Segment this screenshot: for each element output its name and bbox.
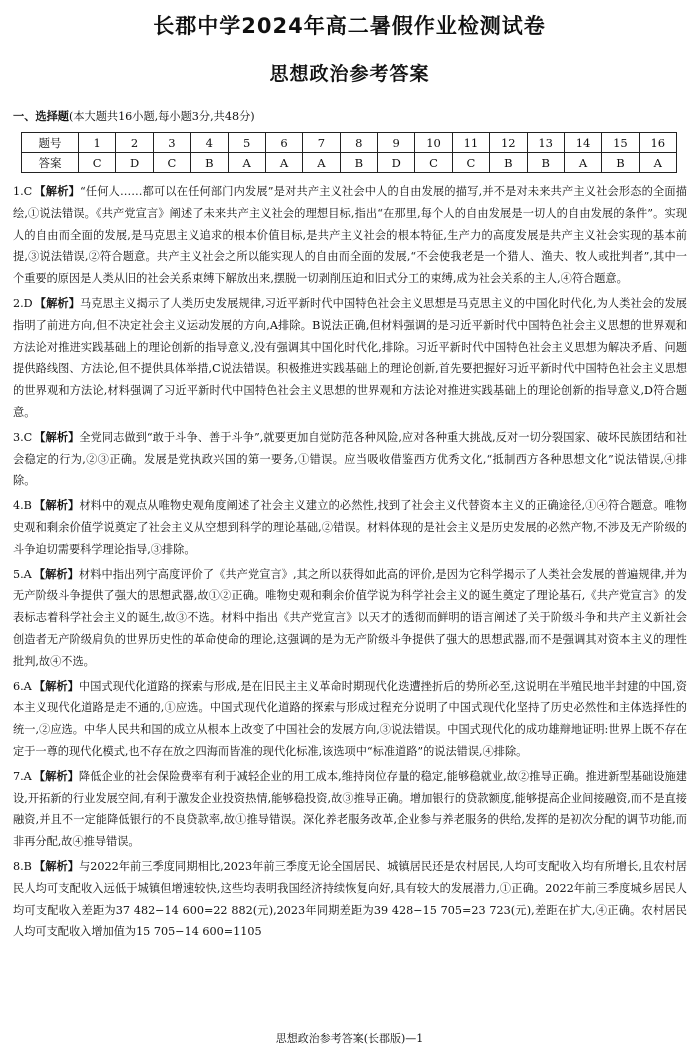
answer-cell: B (191, 153, 228, 173)
analysis-tag: 【解析】 (33, 499, 80, 513)
row-label-question-number: 题号 (22, 133, 79, 153)
item-text: 马克思主义揭示了人类历史发展规律,习近平新时代中国特色社会主义思想是马克思主义的中国化时代化,为人类社会的发展指明了前进方向,但不决定社会主义运动发展的方向,A排除。B说法正确,但材料强调的是习近平新时代中国特色社会主义思想的世界观和方法论对推进实践基础上的理论创新的指导意义,没有强调其中国化时代化,排除。习近平新时代中国特色社会主义思想为解决矛盾、问题提供路线图、方法论,但不提供具体举措,C说法错误。积极推进实践基础上的理论创新,首先要把握好习近平新时代中国特色社会主义思想的世界观和方法论,材料强调了习近平新时代中国特色社会主义思想的世界观和方法论对推进实践基础上的理论创新的指导意义,D符合题意。 (13, 296, 687, 419)
question-number-cell: 8 (340, 133, 377, 153)
question-number-cell: 11 (452, 133, 489, 153)
answer-cell: A (303, 153, 340, 173)
question-number-cell: 6 (265, 133, 302, 153)
answer-cell: A (265, 153, 302, 173)
explanation-item (13, 564, 687, 673)
question-number-cell: 14 (564, 133, 601, 153)
answer-cell: C (153, 153, 190, 173)
analysis-tag: 【解析】 (33, 769, 79, 783)
explanation-item (13, 427, 687, 492)
question-number-cell: 5 (228, 133, 265, 153)
explanation-list (13, 181, 687, 946)
question-number-cell: 13 (527, 133, 564, 153)
item-number: 3.C (13, 430, 33, 444)
analysis-tag: 【解析】 (34, 430, 80, 444)
row-label-answer: 答案 (22, 153, 79, 173)
answer-cell: B (490, 153, 527, 173)
explanation-item (13, 766, 687, 853)
question-number-cell: 4 (191, 133, 228, 153)
question-number-cell: 16 (639, 133, 676, 153)
analysis-tag: 【解析】 (34, 296, 81, 310)
question-number-cell: 1 (79, 133, 116, 153)
analysis-tag: 【解析】 (33, 859, 79, 873)
answer-cell: B (527, 153, 564, 173)
answer-table (21, 132, 677, 173)
item-number: 5.A (13, 567, 32, 581)
explanation-item (13, 495, 687, 560)
item-text: 与2022年前三季度同期相比,2023年前三季度无论全国居民、城镇居民还是农村居民,人均可支配收入均有所增长,且农村居民人均可支配收入远低于城镇但增速较快,这些均表明我国经济持续恢复向好,具有较大的发展潜力,①正确。2022年前三季度城乡居民人均可支配收入差距为37 482−14 600=22 882(元),2023年同期差距为39 428−15 705=23 723(元),差距在扩大,④正确。农村居民人均可支配收入增加值为15 705−14 600=1105 (13, 859, 687, 939)
question-number-cell: 7 (303, 133, 340, 153)
item-text: 材料中的观点从唯物史观角度阐述了社会主义建立的必然性,找到了社会主义代替资本主义的正确途径,①④符合题意。唯物史观和剩余价值学说奠定了社会主义从空想到科学的理论基础,②错误。材料体现的是社会主义是历史发展的必然产物,不涉及无产阶级的斗争迫切需要科学理论指导,③排除。 (13, 499, 687, 556)
question-number-cell: 15 (602, 133, 639, 153)
item-number: 6.A (13, 679, 32, 693)
analysis-tag: 【解析】 (33, 679, 79, 693)
question-number-cell: 9 (378, 133, 415, 153)
analysis-tag: 【解析】 (33, 567, 79, 581)
answer-cell: A (564, 153, 601, 173)
item-number: 1.C (13, 185, 33, 198)
section-note: (本大题共16小题,每小题3分,共48分) (68, 110, 255, 123)
item-number: 7.A (13, 769, 32, 783)
answer-cell: B (602, 153, 639, 173)
section-heading (13, 108, 255, 124)
answer-row (22, 153, 677, 173)
answer-cell: A (228, 153, 265, 173)
page-footer: 思想政治参考答案(长郡版)—1 (275, 1032, 424, 1045)
section-label: 一、选择题 (13, 110, 69, 123)
item-text: “任何人……都可以在任何部门内发展”是对共产主义社会中人的自由发展的描写,并不是对未来共产主义社会形态的全面描绘,①说法错误。《共产党宣言》阐述了未来共产主义社会的理想目标,指出“在那里,每个人的自由发展是一切人的自由发展的条件”。实现人的自由而全面的发展,是马克思主义追求的根本价值目标,是共产主义社会的根本特征,生产力的高度发展是共产主义社会实现的基本前提,③说法错误,②符合题意。共产主义社会之所以能实现人的自由而全面的发展,“不会使我老是一个猎人、渔夫、牧人或批判者”,其中一个重要的原因是人类从旧的社会关系束缚下解放出来,摆脱一切剥削压迫和旧式分工的束缚,成为社会关系的主人,④符合题意。 (13, 185, 687, 286)
explanation-item (13, 293, 687, 424)
explanation-item (13, 856, 687, 943)
item-number: 8.B (13, 859, 32, 873)
answer-cell: C (415, 153, 452, 173)
question-number-cell: 2 (116, 133, 153, 153)
answer-cell: C (79, 153, 116, 173)
explanation-item (13, 676, 687, 763)
item-number: 2.D (13, 296, 33, 310)
question-number-cell: 10 (415, 133, 452, 153)
analysis-tag: 【解析】 (34, 185, 80, 198)
answer-cell: A (639, 153, 676, 173)
question-number-cell: 3 (153, 133, 190, 153)
item-text: 降低企业的社会保险费率有利于减轻企业的用工成本,维持岗位存量的稳定,能够稳就业,故②推导正确。推进新型基础设施建设,开拓新的行业发展空间,有利于激发企业投资热情,能够稳投资,故③推导正确。增加银行的贷款额度,能够提高企业间接融资,而不是直接融资,并且不一定能降低银行的不良贷款率,故①推导错误。深化养老服务改革,企业参与养老服务的供给,发挥的是初次分配的调节功能,而非再分配,故④推导错误。 (13, 769, 687, 849)
document-subtitle: 思想政治参考答案 (269, 63, 430, 85)
item-number: 4.B (13, 499, 32, 513)
item-text: 中国式现代化道路的探索与形成,是在旧民主主义革命时期现代化迭遭挫折后的势所必至,这说明在半殖民地半封建的中国,资本主义现代化道路是走不通的,①应选。中国式现代化道路的探索与形成过程充分说明了中国式现代化坚持了历史必然性和主体选择性的统一,②应选。中华人民共和国的成立从根本上改变了中国社会的发展方向,③说法错误。中国式现代化的成功雄辩地证明:世界上既不存在定于一尊的现代化模式,也不存在放之四海而皆准的现代化标准,该选项中“标准道路”的说法错误,④排除。 (13, 679, 687, 758)
explanation-item (13, 181, 687, 290)
answer-cell: B (340, 153, 377, 173)
item-text: 全党同志做到“敢于斗争、善于斗争”,就要更加自觉防范各种风险,应对各种重大挑战,反对一切分裂国家、破坏民族团结和社会稳定的行为,②③正确。发展是党执政兴国的第一要务,①错误。应当吸收借鉴西方优秀文化,“抵制西方各种思想文化”说法错误,④排除。 (13, 430, 687, 488)
answer-cell: D (378, 153, 415, 173)
answer-cell: D (116, 153, 153, 173)
item-text: 材料中指出列宁高度评价了《共产党宣言》,其之所以获得如此高的评价,是因为它科学揭示了人类社会发展的普遍规律,并为无产阶级斗争提供了强大的思想武器,故①②正确。唯物史观和剩余价值学说为科学社会主义的诞生奠定了理论基石,《共产党宣言》的发表标志着科学社会主义的诞生,故③不选。材料中指出《共产党宣言》以天才的透彻而鲜明的语言阐述了关于阶级斗争和共产主义新社会创造者无产阶级肩负的世界历史性的革命使命的理论,这强调的是为无产阶级斗争提供了强大的思想武器,而不是强调其对资本主义的理性批判,故④不选。 (13, 567, 687, 668)
answer-cell: C (452, 153, 489, 173)
question-number-cell: 12 (490, 133, 527, 153)
question-number-row (22, 133, 677, 153)
document-title: 长郡中学2024年高二暑假作业检测试卷 (153, 14, 546, 38)
